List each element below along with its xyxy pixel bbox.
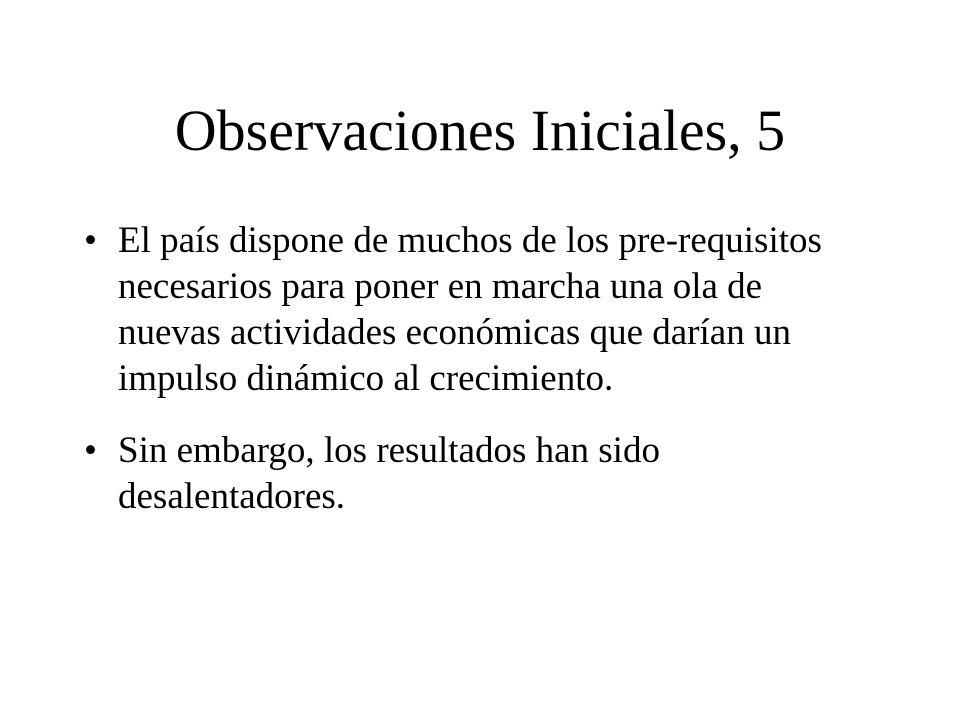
bullet-text: El país dispone de muchos de los pre-requisitos necesarios para poner en marcha una ola de nuevas actividades económicas que darían un impulso dinámico al crecimiento.	[118, 220, 822, 399]
bullet-item	[72, 428, 852, 520]
bullet-list	[72, 218, 852, 546]
bullet-item	[72, 218, 852, 402]
bullet-icon: •	[84, 220, 97, 261]
slide-title: Observaciones Iniciales, 5	[174, 98, 786, 163]
bullet-text: Sin embargo, los resultados han sido desalentadores.	[118, 430, 660, 517]
bullet-icon: •	[84, 430, 97, 471]
